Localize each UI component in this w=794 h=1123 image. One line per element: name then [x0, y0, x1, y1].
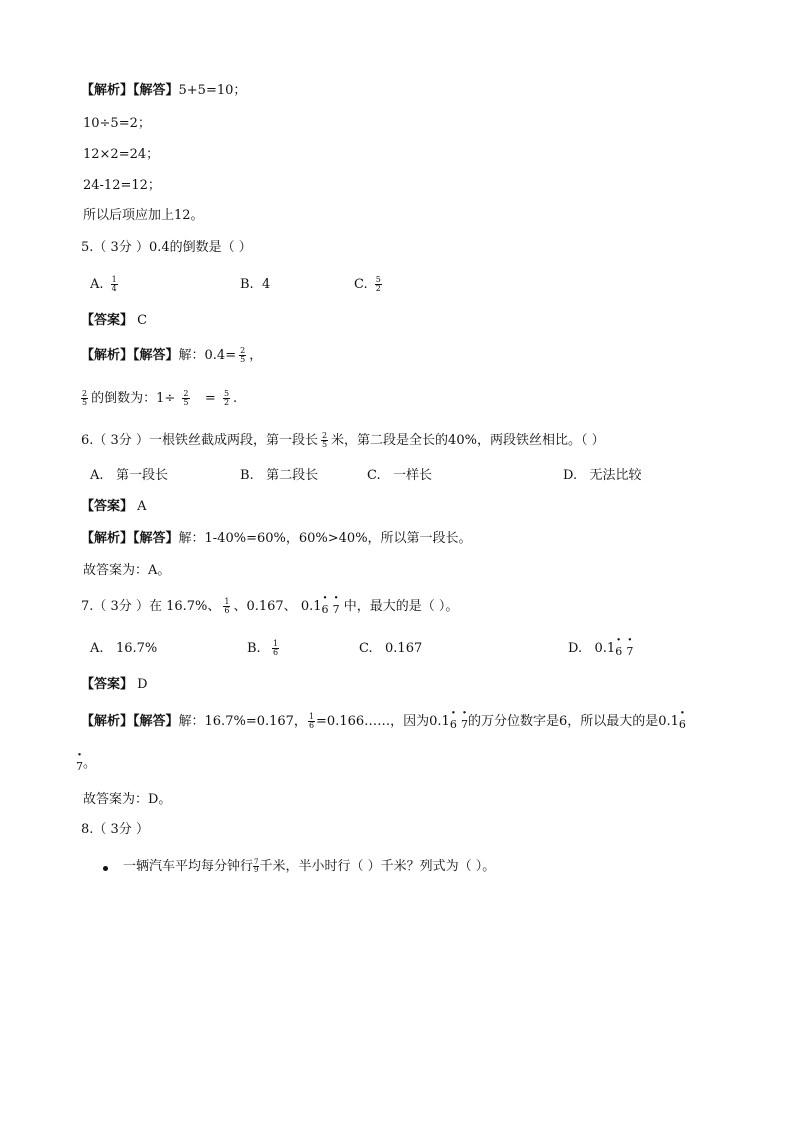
q8-bullet-item [123, 858, 495, 876]
fraction: $\frac{2}{5}$ [82, 389, 88, 407]
analysis-label: 【解析】【解答】 [81, 348, 179, 363]
option-label: B. [247, 641, 261, 656]
option-label: A. [90, 277, 104, 292]
option-label: C. [354, 277, 368, 292]
analysis-text: = [204, 391, 216, 406]
analysis-text: 解：1-40%=60%，60%>40%，所以第一段长。 [178, 531, 472, 546]
fraction: $\frac{7}{9}$ [254, 858, 259, 874]
q7-stem [81, 598, 458, 616]
q7-option-c[interactable] [359, 640, 422, 658]
analysis-text: ， [249, 348, 263, 363]
option-value: 4 [261, 277, 271, 292]
analysis-text: 的万分位数字是6，所以最大的是0.1 [467, 714, 679, 729]
analysis-label: 【解析】【解答】 [81, 83, 179, 98]
fraction: $\frac{1}{4}$ [111, 275, 117, 293]
option-label: C. [367, 468, 381, 483]
option-label: A. [90, 468, 104, 483]
stem-text: 中，最大的是（ ）。 [343, 599, 459, 614]
analysis-text: 解：0.4= [178, 348, 237, 363]
fraction: $\frac{2}{5}$ [240, 346, 246, 364]
q4-step-1: 5+5=10； [178, 83, 247, 98]
q5-stem: 5.（ 3分 ）0.4的倒数是（ ） [81, 240, 252, 255]
q7-analysis [81, 713, 686, 731]
answer-value: C [137, 313, 148, 328]
q5-option-b[interactable] [240, 276, 270, 294]
option-label: B. [240, 468, 254, 483]
q6-option-b[interactable] [240, 467, 318, 485]
answer-value: D [137, 677, 148, 692]
stem-text: 米，第二段是全长的40%，两段铁丝相比。（ ） [331, 433, 605, 448]
answer-label: 【答案】 [81, 677, 134, 692]
analysis-text: . [233, 391, 238, 406]
fraction: $\frac{2}{5}$ [321, 431, 328, 449]
fraction: $\frac{1}{6}$ [272, 639, 279, 657]
q7-conclusion: 故答案为：D。 [83, 792, 172, 807]
bullet-icon [103, 866, 108, 871]
fraction: $\frac{5}{2}$ [375, 275, 381, 293]
option-text: 无法比较 [589, 468, 642, 483]
repeating-digit: · 6 [679, 716, 686, 734]
analysis-label: 【解析】【解答】 [81, 714, 179, 729]
q4-step-3: 12×2=24； [83, 147, 160, 162]
q6-stem [81, 432, 605, 450]
option-text: 第二段长 [266, 468, 319, 483]
q6-answer [81, 498, 147, 516]
q4-step-4: 24-12=12； [83, 178, 161, 193]
q4-conclusion: 所以后项应加上12。 [83, 208, 204, 223]
analysis-text: =0.166……，因为0.1 [316, 714, 450, 729]
repeating-digit: · 6 [450, 716, 457, 734]
q4-analysis-line [81, 82, 246, 100]
repeating-digit: · 6 [322, 601, 329, 619]
analysis-text: 。 [83, 756, 97, 771]
q7-option-b[interactable] [247, 640, 282, 658]
repeating-digit: · 7 [333, 601, 340, 619]
answer-label: 【答案】 [81, 313, 134, 328]
answer-value: A [137, 499, 147, 514]
repeating-digit: · 7 [76, 758, 83, 776]
q5-analysis-2 [78, 390, 237, 408]
option-label: D. [563, 468, 578, 483]
q5-analysis-1 [81, 347, 262, 365]
option-text: 一样长 [393, 468, 433, 483]
q5-answer [81, 312, 147, 330]
option-label: C. [359, 641, 373, 656]
repeating-digit: · 7 [461, 716, 468, 734]
option-text: 0.167 [385, 641, 423, 656]
stem-text: 7.（ 3分 ）在 16.7%、 [81, 599, 221, 614]
q6-conclusion: 故答案为：A。 [83, 563, 171, 578]
stem-text: 6.（ 3分 ）一根铁丝截成两段，第一段长 [81, 433, 318, 448]
q7-answer [81, 676, 148, 694]
analysis-text: 的倒数为：1÷ [91, 391, 176, 406]
stem-text: 、0.167、 0.1 [233, 599, 322, 614]
option-text: 16.7% [115, 641, 158, 656]
q5-option-c[interactable] [354, 276, 385, 294]
option-text: 0.1 [594, 641, 616, 656]
fraction: $\frac{5}{2}$ [223, 389, 230, 407]
question-text: 一辆汽车平均每分钟行 [123, 859, 254, 874]
repeating-digit: · 6 [615, 643, 622, 661]
q8-stem: 8.（ 3分 ） [81, 822, 149, 837]
q7-option-d[interactable] [568, 640, 633, 658]
q7-option-a[interactable] [90, 640, 157, 658]
question-text: 千米，半小时行（ ）千米？列式为（ ）。 [259, 859, 496, 874]
option-label: B. [240, 277, 254, 292]
analysis-text: 解：16.7%=0.167， [178, 714, 307, 729]
option-label: D. [568, 641, 583, 656]
answer-label: 【答案】 [81, 499, 134, 514]
q7-analysis-wrap [76, 755, 96, 773]
analysis-label: 【解析】【解答】 [81, 531, 179, 546]
q6-option-d[interactable] [563, 467, 642, 485]
q6-analysis [81, 530, 472, 548]
fraction: $\frac{1}{6}$ [308, 712, 315, 730]
fraction: $\frac{1}{6}$ [224, 597, 230, 615]
q6-option-c[interactable] [367, 467, 432, 485]
option-text: 第一段长 [115, 468, 168, 483]
q4-step-2: 10÷5=2； [83, 116, 151, 131]
fraction: $\frac{2}{5}$ [183, 389, 189, 407]
repeating-digit: · 7 [626, 643, 633, 661]
q6-option-a[interactable] [90, 467, 168, 485]
q5-option-a[interactable] [90, 276, 121, 294]
option-label: A. [90, 641, 104, 656]
